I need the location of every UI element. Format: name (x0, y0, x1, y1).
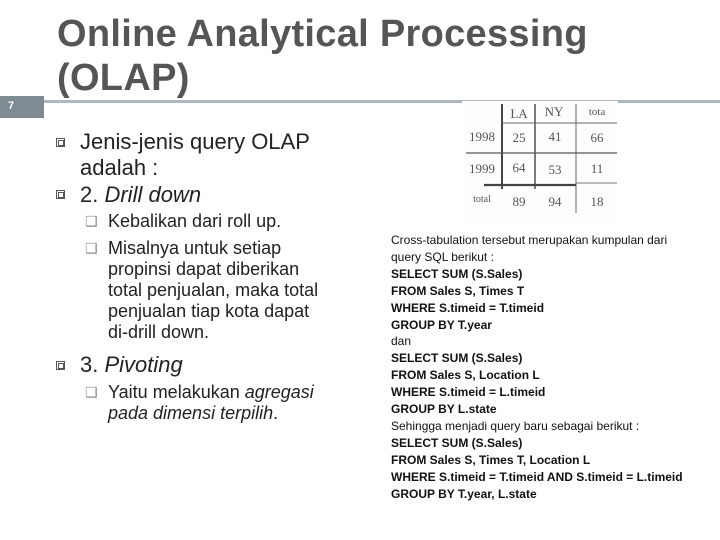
sql-line: FROM Sales S, Times T (391, 283, 525, 298)
pivoting-desc-em: agregasi pada dimensi terpilih (108, 382, 314, 423)
bullet-drill-down (80, 182, 201, 208)
bullet-query-types: Jenis-jenis query OLAP adalah : (80, 129, 310, 180)
col-header-la: LA (510, 106, 528, 121)
sql-line: WHERE S.timeid = L.timeid (391, 385, 546, 400)
row-label-1999: 1999 (469, 161, 495, 176)
sub-bullet-pivoting-desc (108, 382, 353, 424)
sub-bullet-rollup: Kebalikan dari roll up. (108, 211, 282, 231)
sql-line: SELECT SUM (S.Sales) (391, 351, 523, 366)
title-divider (44, 100, 720, 103)
sub-bullet-icon: ❑ (85, 384, 98, 400)
square-bullet-icon (56, 190, 65, 199)
sql-line: GROUP BY T.year (391, 317, 492, 332)
cell-total-total: 18 (590, 194, 604, 209)
slide-title (57, 12, 677, 100)
text-line: dan (391, 334, 412, 349)
cell-total-ny: 94 (548, 194, 562, 209)
col-header-total: tota (588, 106, 606, 118)
cell-1998-ny: 41 (548, 129, 562, 144)
sql-line: WHERE S.timeid = T.timeid (391, 300, 545, 315)
sub-bullet-icon: ❑ (85, 213, 98, 229)
sub-bullet-example: Misalnya untuk setiap propinsi dapat diberikan total penjualan, maka total penjualan tiap kota dapat di-drill down. (108, 238, 319, 342)
drill-down-term: Drill down (104, 182, 202, 207)
pivoting-prefix: 3. (80, 352, 105, 377)
pivoting-desc-prefix: Yaitu melakukan (108, 382, 245, 402)
sql-line: SELECT SUM (S.Sales) (391, 435, 523, 450)
cell-1999-total: 11 (590, 161, 604, 176)
cell-1999-la: 64 (512, 160, 526, 175)
title-line-2: (OLAP) (57, 57, 190, 99)
pivoting-desc-suffix: . (273, 403, 279, 423)
crosstab-table (462, 101, 618, 219)
cell-1998-la: 25 (512, 130, 526, 145)
drill-down-prefix: 2. (80, 182, 105, 207)
square-bullet-icon (56, 361, 65, 370)
text-line: Cross-tabulation tersebut merupakan kumpulan dari query SQL berikut : (391, 233, 668, 264)
cell-1998-total: 66 (590, 130, 604, 145)
col-header-ny: NY (544, 104, 564, 119)
sql-line: WHERE S.timeid = T.timeid AND S.timeid = L.timeid (391, 469, 683, 484)
sql-line: GROUP BY L.state (391, 402, 497, 417)
square-bullet-icon (56, 138, 65, 147)
row-label-1998: 1998 (469, 129, 495, 144)
sql-explanation (391, 232, 691, 503)
title-line-1: Online Analytical Processing (57, 13, 588, 55)
sql-line: GROUP BY T.year, L.state (391, 486, 537, 501)
sql-line: FROM Sales S, Times T, Location L (391, 452, 591, 467)
sql-line: FROM Sales S, Location L (391, 368, 540, 383)
row-label-total: total (473, 194, 491, 205)
sql-line: SELECT SUM (S.Sales) (391, 266, 523, 281)
cell-total-la: 89 (512, 194, 526, 209)
pivoting-term: Pivoting (104, 352, 183, 377)
bullet-pivoting (80, 352, 183, 378)
slide-number-bar (0, 96, 44, 118)
sub-bullet-icon: ❑ (85, 240, 98, 256)
slide-number: 7 (8, 100, 15, 112)
text-line: Sehingga menjadi query baru sebagai berikut : (391, 418, 640, 433)
cell-1999-ny: 53 (548, 162, 562, 177)
